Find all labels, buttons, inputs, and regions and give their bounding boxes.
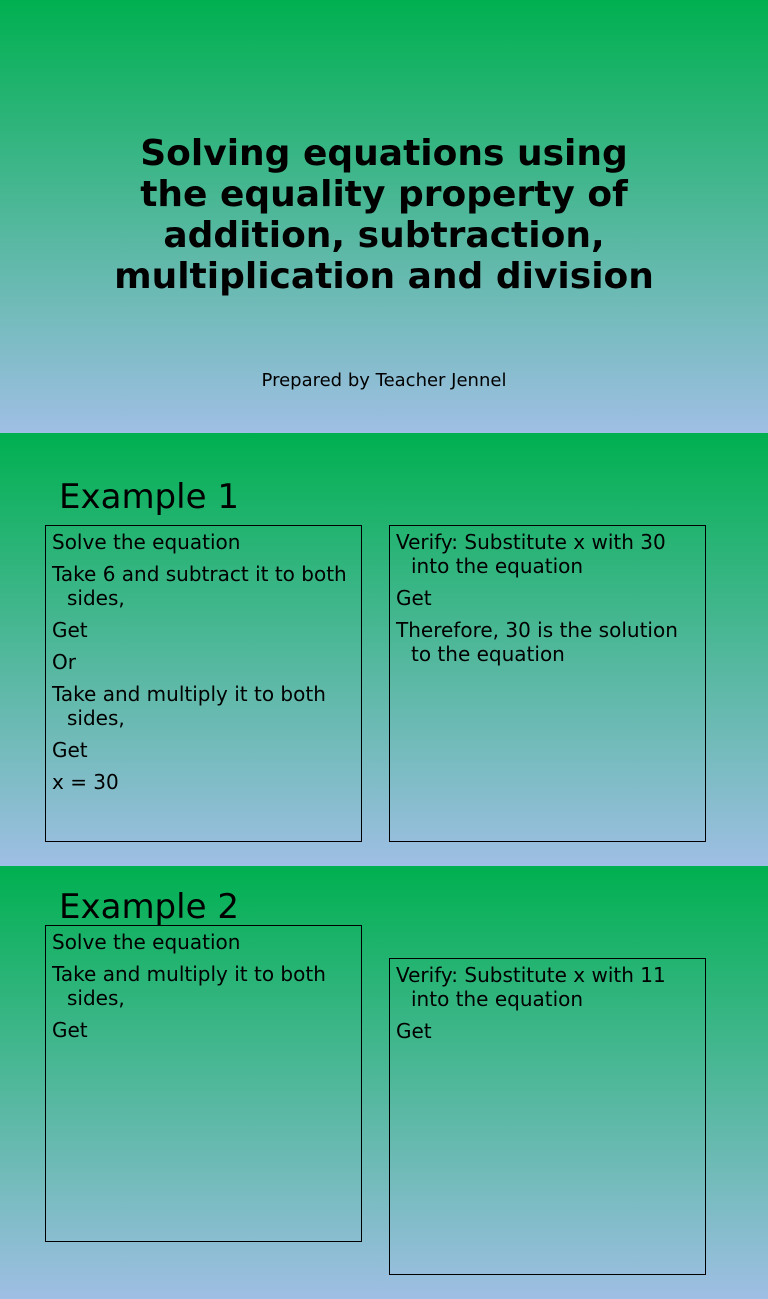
verify-step: Verify: Substitute x with 11 into the equation <box>396 963 666 1011</box>
example-2-solution-box <box>45 925 362 1242</box>
example-1-verify-box <box>389 525 706 842</box>
solution-step: Get <box>52 738 88 762</box>
solution-step: Take and multiply it to both sides, <box>52 682 326 730</box>
verify-step: Verify: Substitute x with 30 into the equation <box>396 530 666 578</box>
example-2-heading: Example 2 <box>59 887 239 927</box>
solution-step: Get <box>52 1018 88 1042</box>
verify-step: Get <box>396 586 432 610</box>
title-line: Solving equations using <box>140 133 628 174</box>
verify-step: Get <box>396 1019 432 1043</box>
example-1-slide <box>0 433 768 866</box>
solution-step: x = 30 <box>52 770 119 794</box>
slide-subtitle: Prepared by Teacher Jennel <box>261 370 507 391</box>
title-line: the equality property of <box>140 174 628 215</box>
solution-step: Or <box>52 650 76 674</box>
solution-step: Solve the equation <box>52 530 241 554</box>
example-2-slide <box>0 866 768 1299</box>
example-1-heading: Example 1 <box>59 477 239 517</box>
title-line: multiplication and division <box>114 256 654 297</box>
solution-step: Take 6 and subtract it to both sides, <box>52 562 347 610</box>
title-line: addition, subtraction, <box>163 215 605 256</box>
solution-step: Take and multiply it to both sides, <box>52 962 326 1010</box>
solution-step: Get <box>52 618 88 642</box>
example-2-verify-box <box>389 958 706 1275</box>
example-1-solution-box <box>45 525 362 842</box>
verify-step: Therefore, 30 is the solution to the equation <box>396 618 678 666</box>
solution-step: Solve the equation <box>52 930 241 954</box>
title-slide <box>0 0 768 433</box>
slide-title <box>60 133 708 297</box>
